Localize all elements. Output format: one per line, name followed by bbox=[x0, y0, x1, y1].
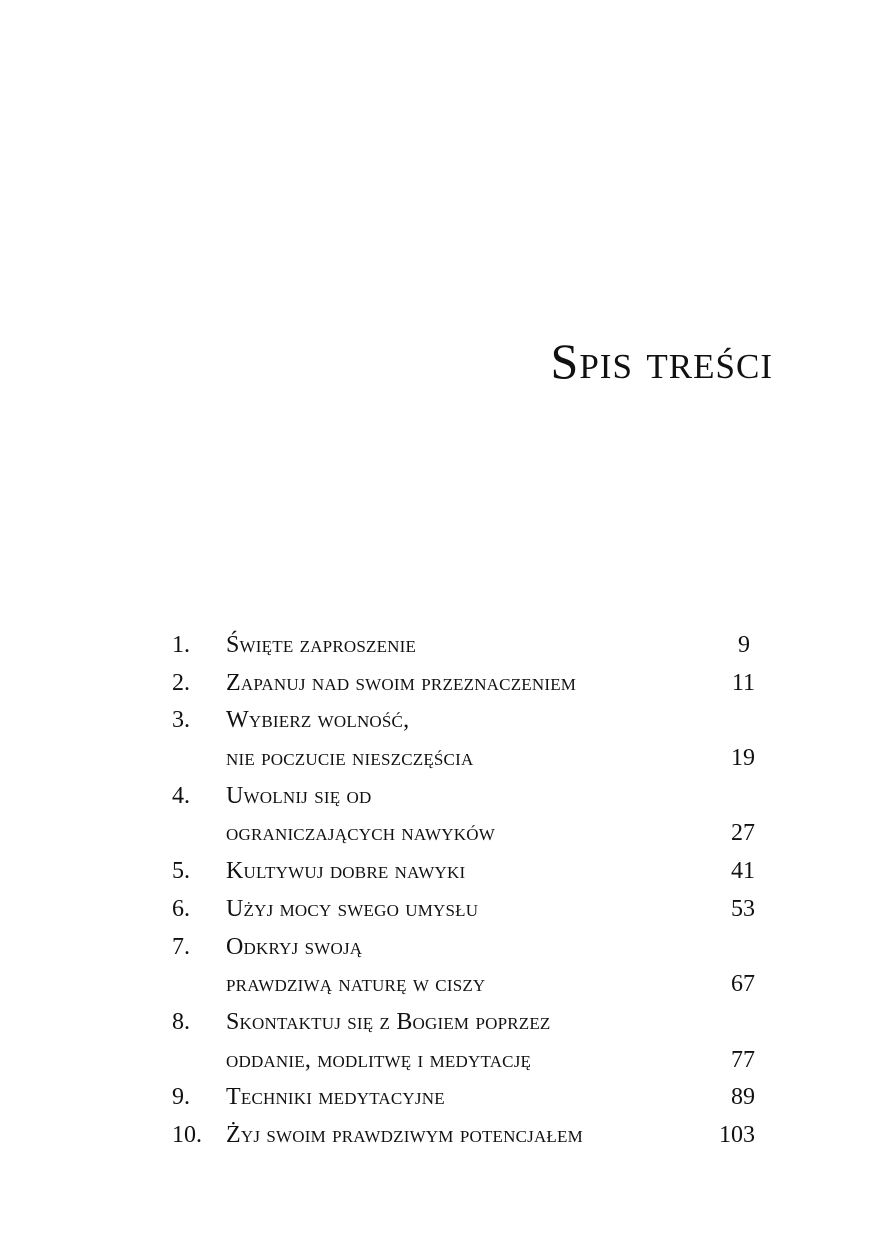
toc-entry-continuation bbox=[0, 815, 875, 853]
entry-number: 3. bbox=[172, 707, 190, 734]
toc-entry bbox=[0, 702, 875, 740]
entry-title-continuation: nie poczucie nieszczęścia bbox=[226, 745, 474, 772]
entry-page-number: 27 bbox=[731, 820, 755, 847]
entry-page-number: 41 bbox=[731, 858, 755, 885]
toc-entry bbox=[0, 929, 875, 967]
entry-page-number: 103 bbox=[719, 1121, 755, 1148]
toc-entry bbox=[0, 778, 875, 816]
entry-number: 6. bbox=[172, 895, 190, 922]
entry-number: 5. bbox=[172, 858, 190, 885]
page-title: Spis treści bbox=[550, 333, 773, 389]
entry-number: 7. bbox=[172, 933, 190, 960]
entry-title: Święte zaproszenie bbox=[226, 632, 417, 658]
entry-title: Żyj swoim prawdziwym potencjałem bbox=[226, 1121, 583, 1148]
entry-title: Wybierz wolność, bbox=[226, 707, 410, 734]
entry-number: 9. bbox=[172, 1084, 190, 1111]
toc-entry-continuation bbox=[0, 740, 875, 778]
toc-entry bbox=[0, 1079, 875, 1117]
toc-entry bbox=[0, 1004, 875, 1042]
entry-title: Użyj mocy swego umysłu bbox=[226, 895, 479, 922]
entry-page-number: 9 bbox=[738, 632, 750, 658]
entry-page-number: 19 bbox=[731, 745, 755, 772]
entry-number: 2. bbox=[172, 669, 190, 696]
entry-title-continuation: oddanie, modlitwę i medytację bbox=[226, 1046, 532, 1073]
entry-page-number: 11 bbox=[731, 669, 755, 696]
entry-title: Skontaktuj się z Bogiem poprzez bbox=[226, 1008, 551, 1035]
toc-entry-continuation bbox=[0, 1042, 875, 1080]
entry-title-continuation: prawdziwą naturę w ciszy bbox=[226, 971, 486, 998]
entry-page-number: 53 bbox=[731, 895, 755, 922]
entry-title-continuation: ograniczających nawyków bbox=[226, 820, 495, 847]
entry-number: 4. bbox=[172, 782, 190, 809]
toc-entry bbox=[0, 853, 875, 891]
toc-entry bbox=[0, 627, 875, 665]
entry-number: 1. bbox=[172, 632, 190, 658]
toc-entry bbox=[0, 891, 875, 929]
entry-title: Zapanuj nad swoim przeznaczeniem bbox=[226, 669, 577, 696]
entry-page-number: 89 bbox=[731, 1084, 755, 1111]
entry-page-number: 77 bbox=[731, 1046, 755, 1073]
entry-title: Techniki medytacyjne bbox=[226, 1084, 445, 1111]
toc-entry-continuation bbox=[0, 966, 875, 1004]
toc-entry bbox=[0, 665, 875, 703]
toc-entry bbox=[0, 1117, 875, 1155]
entry-title: Odkryj swoją bbox=[226, 933, 363, 960]
entry-page-number: 67 bbox=[731, 971, 755, 998]
entry-title: Uwolnij się od bbox=[226, 782, 372, 809]
entry-title: Kultywuj dobre nawyki bbox=[226, 858, 466, 885]
entry-number: 8. bbox=[172, 1008, 190, 1035]
table-of-contents bbox=[0, 627, 875, 1155]
entry-number: 10. bbox=[172, 1121, 202, 1148]
